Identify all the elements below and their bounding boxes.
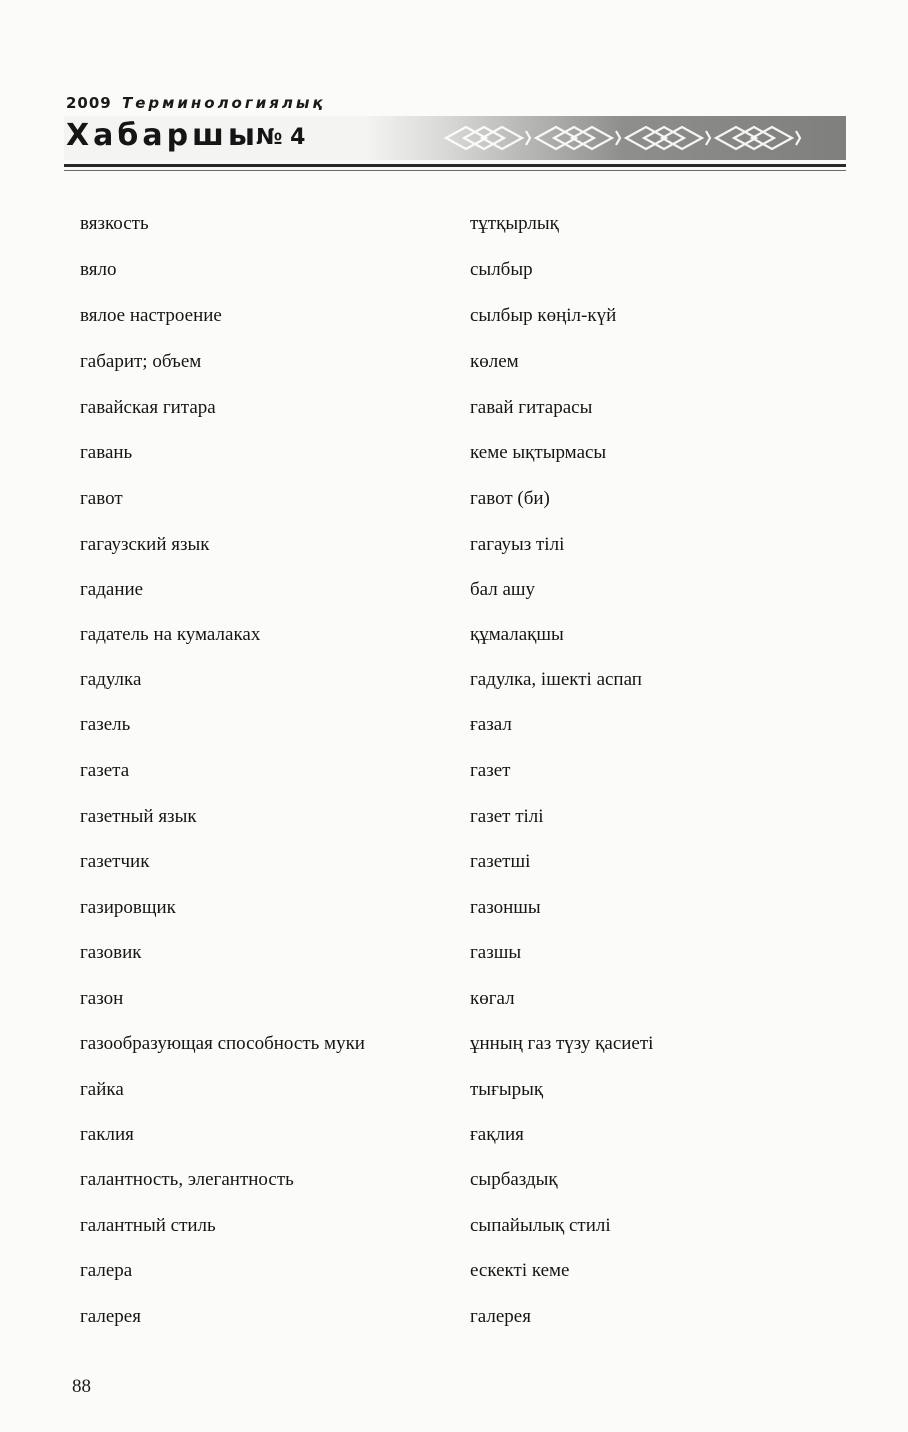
term-ru: галантный стиль bbox=[80, 1215, 216, 1236]
term-kz: гавай гитарасы bbox=[470, 397, 593, 418]
term-kz: сырбаздық bbox=[470, 1169, 558, 1190]
term-ru: габарит; объем bbox=[80, 351, 202, 372]
term-kz: көгал bbox=[470, 988, 515, 1009]
term-kz: тұтқырлық bbox=[470, 213, 559, 234]
term-ru: гайка bbox=[80, 1079, 124, 1100]
header-issue: № 4 bbox=[256, 125, 306, 150]
term-kz: галерея bbox=[470, 1306, 531, 1327]
term-ru: гадание bbox=[80, 579, 144, 600]
term-kz: тығырық bbox=[470, 1079, 544, 1100]
term-kz: газет тілі bbox=[470, 806, 544, 827]
term-kz: ұнның газ түзу қасиеті bbox=[470, 1033, 654, 1054]
term-kz: сыпайылық стилі bbox=[470, 1215, 611, 1236]
term-kz: ғақлия bbox=[470, 1124, 524, 1145]
term-ru: галерея bbox=[80, 1306, 141, 1327]
term-ru: галантность, элегантность bbox=[80, 1169, 294, 1190]
term-kz: газшы bbox=[470, 942, 522, 963]
term-ru: газон bbox=[80, 988, 124, 1009]
term-ru: вязкость bbox=[80, 213, 149, 234]
term-ru: гадулка bbox=[80, 669, 142, 690]
term-kz: құмалақшы bbox=[470, 624, 564, 645]
header-year: 2009 bbox=[66, 94, 112, 112]
term-ru: газета bbox=[80, 760, 130, 781]
term-ru: газировщик bbox=[80, 897, 176, 918]
term-kz: сылбыр көңіл-күй bbox=[470, 305, 617, 326]
term-ru: гадатель на кумалаках bbox=[80, 624, 261, 645]
term-kz: бал ашу bbox=[470, 579, 536, 600]
term-ru: газель bbox=[80, 714, 131, 735]
term-ru: гавань bbox=[80, 442, 133, 463]
term-kz: газетші bbox=[470, 851, 531, 872]
term-kz: газоншы bbox=[470, 897, 541, 918]
term-ru: вялое настроение bbox=[80, 305, 222, 326]
term-kz: кеме ықтырмасы bbox=[470, 442, 607, 463]
term-ru: газетный язык bbox=[80, 806, 197, 827]
term-kz: гавот (би) bbox=[470, 488, 550, 509]
term-kz: газет bbox=[470, 760, 511, 781]
term-kz: ғазал bbox=[470, 714, 512, 735]
term-kz: гагауыз тілі bbox=[470, 534, 565, 555]
term-ru: галера bbox=[80, 1260, 133, 1281]
term-ru: газообразующая способность муки bbox=[80, 1033, 365, 1054]
term-ru: гагаузский язык bbox=[80, 534, 210, 555]
term-kz: сылбыр bbox=[470, 259, 533, 280]
term-ru: газовик bbox=[80, 942, 142, 963]
page-number: 88 bbox=[72, 1376, 91, 1397]
term-ru: вяло bbox=[80, 259, 117, 280]
header-series: Терминологиялық bbox=[121, 94, 326, 112]
term-ru: гавайская гитара bbox=[80, 397, 216, 418]
term-kz: көлем bbox=[470, 351, 519, 372]
term-ru: газетчик bbox=[80, 851, 150, 872]
term-kz: гадулка, ішекті аспап bbox=[470, 669, 642, 690]
term-ru: гаклия bbox=[80, 1124, 134, 1145]
term-kz: ескекті кеме bbox=[470, 1260, 570, 1281]
header-title: Хабаршы bbox=[66, 118, 260, 153]
term-ru: гавот bbox=[80, 488, 123, 509]
